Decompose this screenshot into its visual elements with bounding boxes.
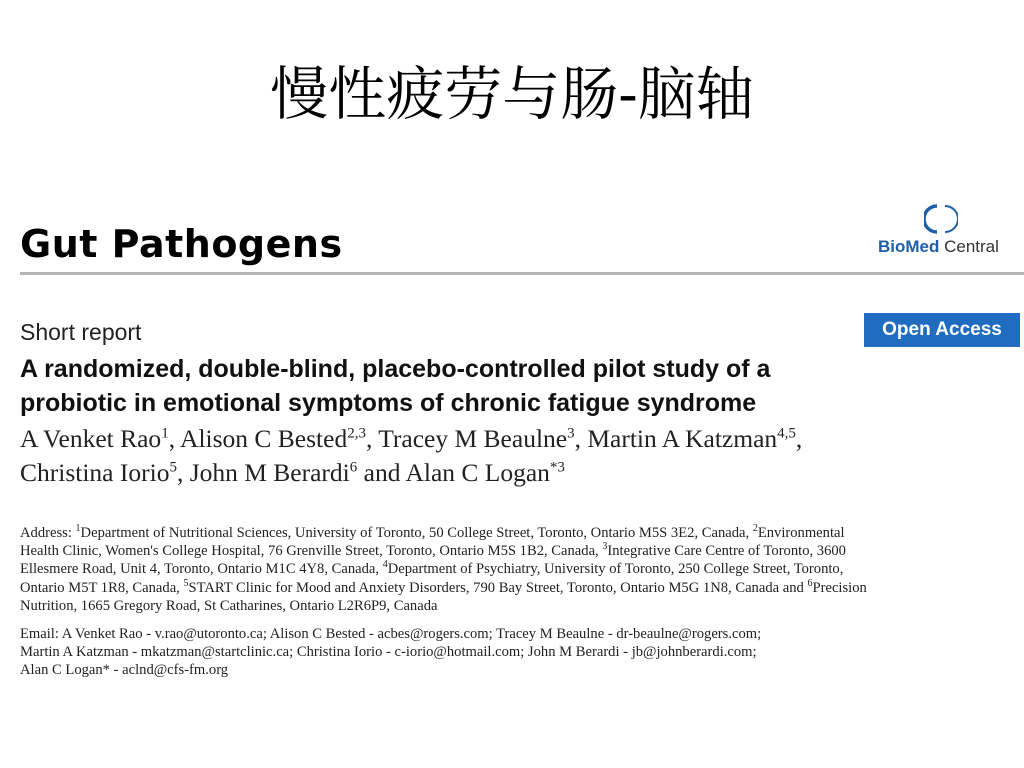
author-separator: , — [574, 424, 588, 453]
affiliation-text: Ontario M5T 1R8, Canada, — [20, 579, 184, 596]
slide-title: 慢性疲劳与肠-脑轴 — [270, 60, 754, 128]
affiliation-text: START Clinic for Mood and Anxiety Disorders, 790 Bay Street, Toronto, Ontario M5G 1N8, Canada and — [188, 579, 808, 596]
affiliation-text: Department of Psychiatry, University of Toronto, 250 College Street, Toronto, — [387, 561, 844, 578]
affiliation-line — [20, 579, 1010, 597]
author-separator: , — [365, 424, 379, 453]
author-list — [20, 422, 1010, 490]
article-type: Short report — [20, 319, 142, 345]
author-name: Alison C Bested — [180, 424, 348, 453]
biomed-logo-icon — [924, 202, 958, 236]
author-separator: , — [795, 424, 803, 453]
email-line: Martin A Katzman - mkatzman@startclinic.ca; Christina Iorio - c-iorio@hotmail.com; John M Berardi - jb@johnberardi.com; — [20, 644, 757, 661]
author-affiliation-mark: 5 — [169, 459, 177, 476]
affiliation-text: Address: — [20, 525, 76, 541]
author-name: Alan C Logan — [405, 458, 550, 487]
affiliation-number: 1 — [75, 523, 81, 535]
email-line: Alan C Logan* - aclnd@cfs-fm.org — [20, 662, 229, 679]
email-list — [20, 625, 1010, 680]
publisher-name-part1: BioMed — [878, 237, 940, 256]
author-name: A Venket Rao — [20, 424, 162, 453]
affiliation-line — [20, 597, 1010, 615]
author-name: Tracey M Beaulne — [378, 424, 568, 453]
article-title — [20, 352, 980, 420]
article-title-line: A randomized, double-blind, placebo-controlled pilot study of a — [20, 355, 771, 383]
author-separator: , — [168, 424, 181, 453]
publisher-logo[interactable] — [878, 202, 1008, 262]
author-name: John M Berardi — [189, 458, 350, 487]
affiliation-text: Ellesmere Road, Unit 4, Toronto, Ontario M1C 4Y8, Canada, — [20, 561, 383, 578]
publisher-name — [878, 236, 999, 258]
author-line — [20, 456, 1010, 490]
author-affiliation-mark: 3 — [567, 425, 575, 442]
affiliation-line — [20, 524, 1010, 542]
journal-title: Gut Pathogens — [20, 222, 343, 266]
author-line — [20, 422, 1010, 456]
article-title-line: probiotic in emotional symptoms of chronic fatigue syndrome — [20, 389, 757, 417]
affiliation-text: Precision — [812, 579, 867, 596]
affiliation-number: 3 — [602, 541, 608, 553]
author-affiliation-mark: 2,3 — [347, 425, 366, 442]
affiliation-text: Nutrition, 1665 Gregory Road, St Catharines, Ontario L2R6P9, Canada — [20, 597, 438, 614]
affiliations — [20, 524, 1010, 615]
open-access-badge[interactable]: Open Access — [864, 313, 1020, 347]
author-affiliation-mark: 1 — [161, 425, 169, 442]
author-separator: and — [357, 458, 406, 487]
author-affiliation-mark: *3 — [549, 459, 565, 476]
affiliation-text: Integrative Care Centre of Toronto, 3600 — [607, 543, 846, 560]
author-affiliation-mark: 4,5 — [777, 425, 796, 442]
affiliation-number: 5 — [183, 577, 189, 589]
author-separator: , — [176, 458, 190, 487]
header-divider — [20, 272, 1024, 275]
author-name: Martin A Katzman — [587, 424, 778, 453]
publisher-name-part2: Central — [939, 237, 999, 256]
affiliation-number: 4 — [382, 559, 388, 571]
affiliation-line — [20, 542, 1010, 560]
email-line: Email: A Venket Rao - v.rao@utoronto.ca; Alison C Bested - acbes@rogers.com; Tracey M Beaulne - dr-beaulne@rogers.com; — [20, 626, 762, 642]
author-name: Christina Iorio — [20, 458, 170, 487]
affiliation-text: Department of Nutritional Sciences, University of Toronto, 50 College Street, Toronto, Ontario M5S 3E2, Canada, — [80, 525, 753, 541]
affiliation-text: Health Clinic, Women's College Hospital, 76 Grenville Street, Toronto, Ontario M5S 1B2, Canada, — [20, 543, 603, 560]
affiliation-line — [20, 560, 1010, 578]
affiliation-number: 2 — [752, 523, 758, 535]
affiliation-number: 6 — [807, 577, 813, 589]
author-affiliation-mark: 6 — [349, 459, 358, 476]
affiliation-text: Environmental — [757, 525, 845, 541]
